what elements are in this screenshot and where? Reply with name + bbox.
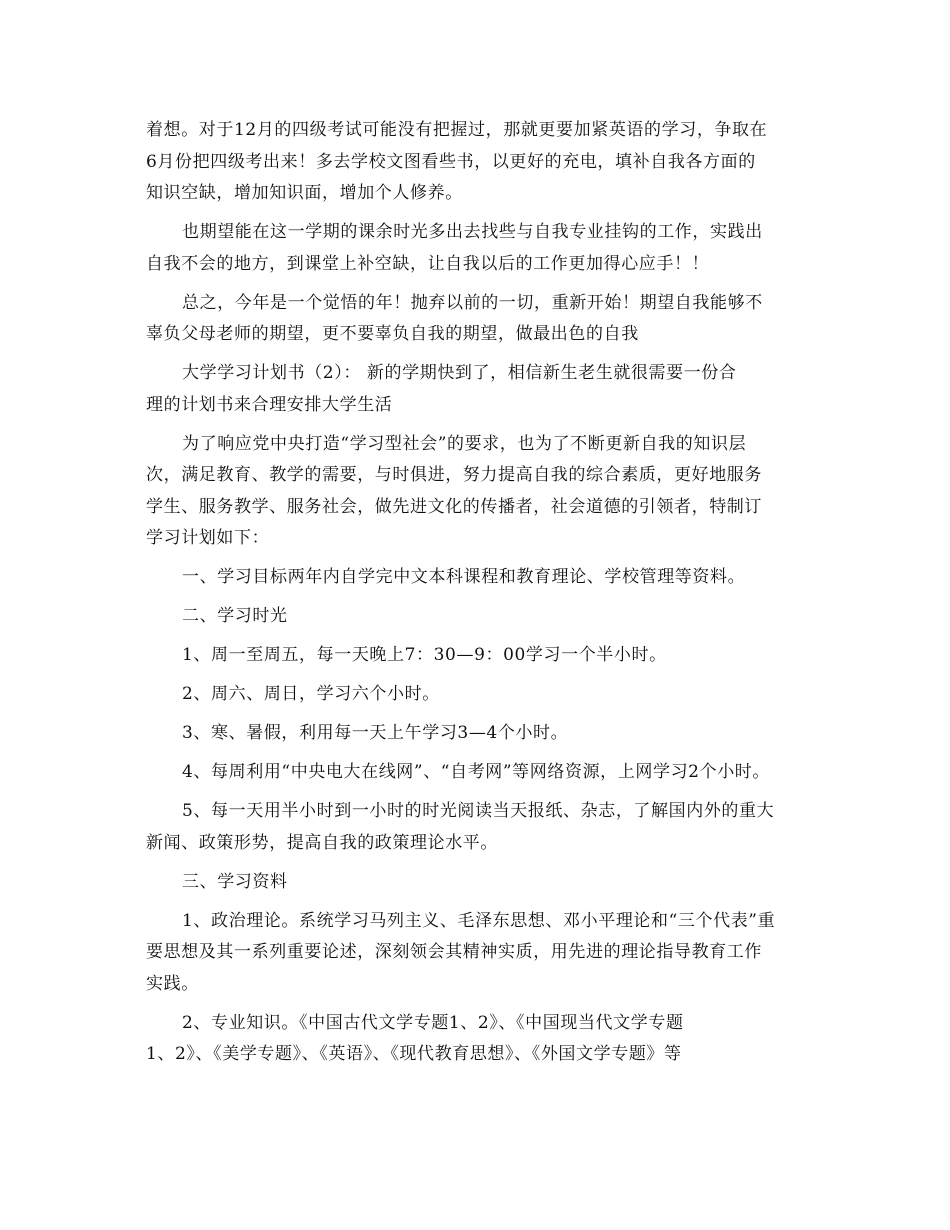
paragraph — [146, 1008, 816, 1071]
paragraph — [146, 796, 816, 859]
document-body — [146, 115, 816, 1071]
paragraph — [146, 906, 816, 1001]
text-line: 1、周一至周五，每一天晚上7：30—9：00学习一个半小时。 — [182, 645, 667, 665]
text-line: 学习计划如下： — [146, 528, 270, 548]
text-line: 要思想及其一系列重要论述，深刻领会其精神实质，用先进的理论指导教育工作 — [146, 942, 762, 962]
paragraph — [146, 217, 816, 280]
text-line: 学生、服务教学、服务社会，做先进文化的传播者，社会道德的引领者，特制订 — [146, 496, 762, 517]
paragraph — [146, 288, 816, 351]
paragraph — [146, 358, 816, 421]
text-line: 次，满足教育、教学的需要，与时俱进，努力提高自我的综合素质，更好地服务 — [146, 465, 762, 485]
text-line: 3、寒、暑假，利用每一天上午学习3—4个小时。 — [182, 723, 569, 743]
text-line: 理的计划书来合理安排大学生活 — [146, 394, 393, 415]
text-line: 2、专业知识。《中国古代文学专题1、2》、《中国现当代文学专题 — [182, 1012, 684, 1033]
paragraph — [146, 867, 816, 899]
text-line: 2、周六、周日，学习六个小时。 — [182, 684, 440, 704]
text-line: 着想。对于12月的四级考试可能没有把握过，那就更要加紧英语的学习，争取在 — [146, 120, 768, 140]
text-line: 6月份把四级考出来！多去学校文图看些书，以更好的充电，填补自我各方面的 — [146, 151, 756, 172]
text-line: 1、2》、《美学专题》、《英语》、《现代教育思想》、《外国文学专题》等 — [146, 1044, 682, 1064]
text-line: 一、学习目标两年内自学完中文本科课程和教育理论、学校管理等资料。 — [182, 567, 746, 587]
paragraph — [146, 757, 816, 789]
text-line: 三、学习资料 — [182, 871, 288, 892]
paragraph — [146, 640, 816, 672]
text-line: 5、每一天用半小时到一小时的时光阅读当天报纸、杂志，了解国内外的重大 — [182, 801, 775, 821]
text-line: 自我不会的地方，到课堂上补空缺，让自我以后的工作更加得心应手！！ — [146, 253, 710, 274]
paragraph — [146, 718, 816, 750]
paragraph — [146, 562, 816, 594]
text-line: 1、政治理论。系统学习马列主义、毛泽东思想、邓小平理论和“三个代表”重 — [182, 910, 776, 931]
paragraph — [146, 679, 816, 711]
text-line: 知识空缺，增加知识面，增加个人修养。 — [146, 183, 463, 203]
text-line: 辜负父母老师的期望，更不要辜负自我的期望，做最出色的自我 — [146, 324, 639, 344]
text-line: 大学学习计划书（2）： 新的学期快到了，相信新生老生就很需要一份合 — [182, 363, 737, 383]
text-line: 为了响应党中央打造“学习型社会”的要求，也为了不断更新自我的知识层 — [182, 433, 747, 454]
text-line: 4、每周利用“中央电大在线网”、“自考网”等网络资源，上网学习2个小时。 — [182, 762, 770, 782]
paragraph — [146, 601, 816, 633]
text-line: 也期望能在这一学期的课余时光多出去找些与自我专业挂钩的工作，实践出 — [182, 222, 763, 242]
text-line: 二、学习时光 — [182, 606, 288, 626]
text-line: 新闻、政策形势，提高自我的政策理论水平。 — [146, 832, 498, 853]
paragraph — [146, 429, 816, 555]
paragraph — [146, 115, 816, 210]
text-line: 实践。 — [146, 973, 199, 994]
text-line: 总之，今年是一个觉悟的年！抛弃以前的一切，重新开始！期望自我能够不 — [182, 292, 763, 313]
